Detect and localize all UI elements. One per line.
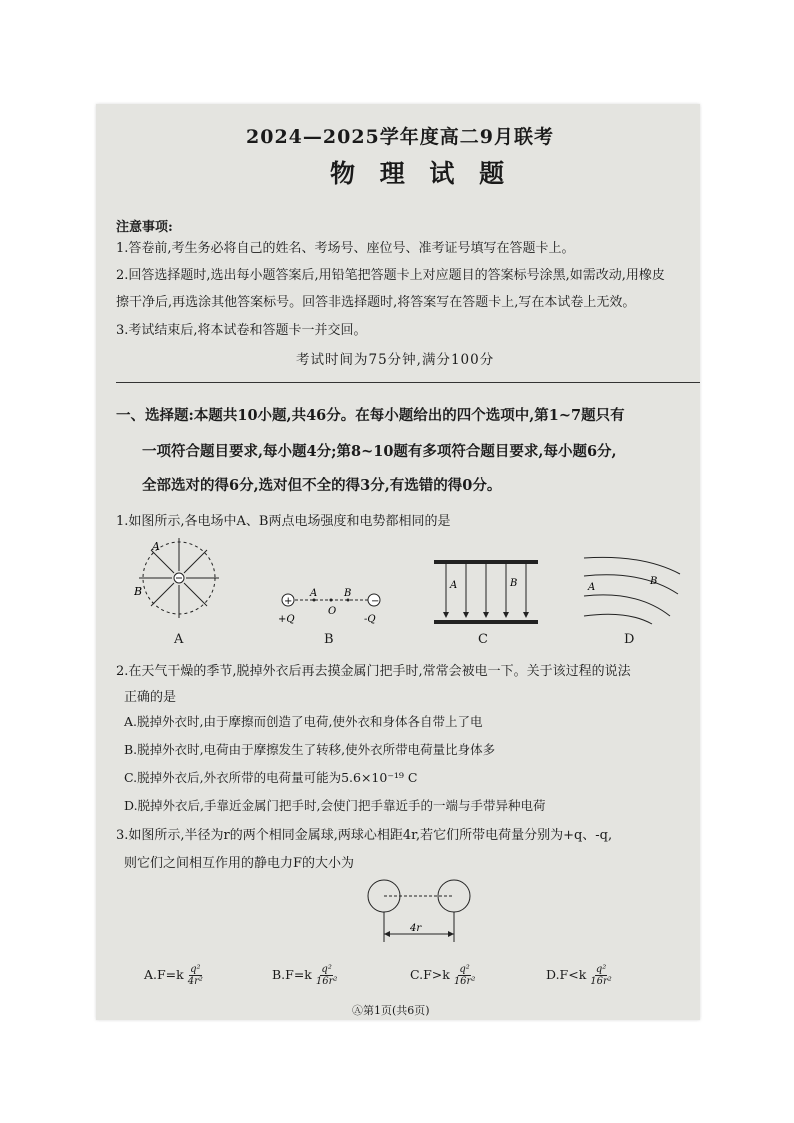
q2-option-d: D.脱掉外衣后,手靠近金属门把手时,会使门把手靠近手的一端与手带异种电荷 [124, 798, 546, 813]
q1-caption-c: C [478, 632, 488, 647]
q1-a-label-a: A [152, 540, 160, 553]
q3-option-b: B.F=k $\frac{\text{q²}}{\text{16r²}}$ [272, 964, 338, 987]
notice-heading: 注意事项: [116, 220, 173, 235]
q1-c-label-b: B [510, 578, 518, 589]
q1-caption-d: D [624, 632, 635, 647]
q1-d-label-b: B [650, 576, 658, 587]
q3-option-a: A.F=k $\frac{\text{q²}}{\text{4r²}}$ [144, 964, 203, 987]
q1-c-label-a: A [450, 580, 458, 591]
notice-item-1: 1.答卷前,考生务必将自己的姓名、考场号、座位号、准考证号填写在答题卡上。 [116, 241, 575, 256]
exam-page [96, 104, 700, 1020]
notice-item-3: 3.考试结束后,将本试卷和答题卡一并交回。 [116, 323, 367, 338]
q2-stem-2: 正确的是 [124, 690, 177, 705]
q1-stem: 1.如图所示,各电场中A、B两点电场强度和电势都相同的是 [116, 514, 451, 529]
section-heading-line-1: 一、选择题:本题共10小题,共46分。在每小题给出的四个选项中,第1~7题只有 [116, 407, 625, 424]
svg-text:−: − [371, 596, 380, 607]
q1-d-label-a: A [588, 582, 596, 593]
q3-stem-1: 3.如图所示,半径为r的两个相同金属球,两球心相距4r,若它们所带电荷量分别为+q、-q, [116, 828, 613, 843]
page-footer: Ⓐ第1页(共6页) [352, 1004, 430, 1017]
q3-figure [366, 876, 478, 948]
q3-distance-label: 4r [410, 923, 422, 934]
q1-figure-a [134, 532, 224, 624]
q1-b-label-a: A [310, 588, 318, 599]
svg-text:+: + [284, 596, 293, 607]
q1-b-minus-q: -Q [364, 614, 376, 625]
q1-caption-b: B [324, 632, 334, 647]
q3-option-c: C.F>k $\frac{\text{q²}}{\text{16r²}}$ [410, 964, 476, 987]
q1-caption-a: A [174, 632, 184, 647]
q1-a-label-b: B [134, 585, 143, 598]
q1-b-label-b: B [344, 588, 352, 599]
notice-item-2-cont: 擦干净后,再选涂其他答案标号。回答非选择题时,将答案写在答题卡上,写在本试卷上无效。 [116, 295, 636, 310]
q1-b-label-o: O [328, 606, 337, 617]
time-info: 考试时间为75分钟,满分100分 [296, 352, 495, 368]
q2-stem-1: 2.在天气干燥的季节,脱掉外衣后再去摸金属门把手时,常常会被电一下。关于该过程的说法 [116, 664, 631, 679]
subject-title: 物 理 试 题 [330, 159, 513, 188]
q1-figure-d [582, 544, 682, 626]
q3-option-d: D.F<k $\frac{\text{q²}}{\text{16r²}}$ [546, 964, 612, 987]
notice-item-2: 2.回答选择题时,选出每小题答案后,用铅笔把答题卡上对应题目的答案标号涂黑,如需改动,用橡皮 [116, 268, 665, 283]
section-heading-line-3: 全部选对的得6分,选对但不全的得3分,有选错的得0分。 [142, 477, 502, 494]
q3-stem-2: 则它们之间相互作用的静电力F的大小为 [124, 856, 355, 871]
section-heading-line-2: 一项符合题目要求,每小题4分;第8~10题有多项符合题目要求,每小题6分, [142, 443, 617, 460]
q1-b-plus-q: +Q [278, 614, 295, 625]
divider [116, 382, 700, 383]
q2-option-b: B.脱掉外衣时,电荷由于摩擦发生了转移,使外衣所带电荷量比身体多 [124, 742, 496, 757]
q1-figure-c [432, 558, 542, 626]
exam-title: 2024—2025学年度高二9月联考 [246, 126, 554, 148]
q2-option-c: C.脱掉外衣后,外衣所带的电荷量可能为5.6×10⁻¹⁹ C [124, 770, 418, 785]
q2-option-a: A.脱掉外衣时,由于摩擦而创造了电荷,使外衣和身体各自带上了电 [124, 714, 483, 729]
q1-figure-b [276, 584, 386, 626]
